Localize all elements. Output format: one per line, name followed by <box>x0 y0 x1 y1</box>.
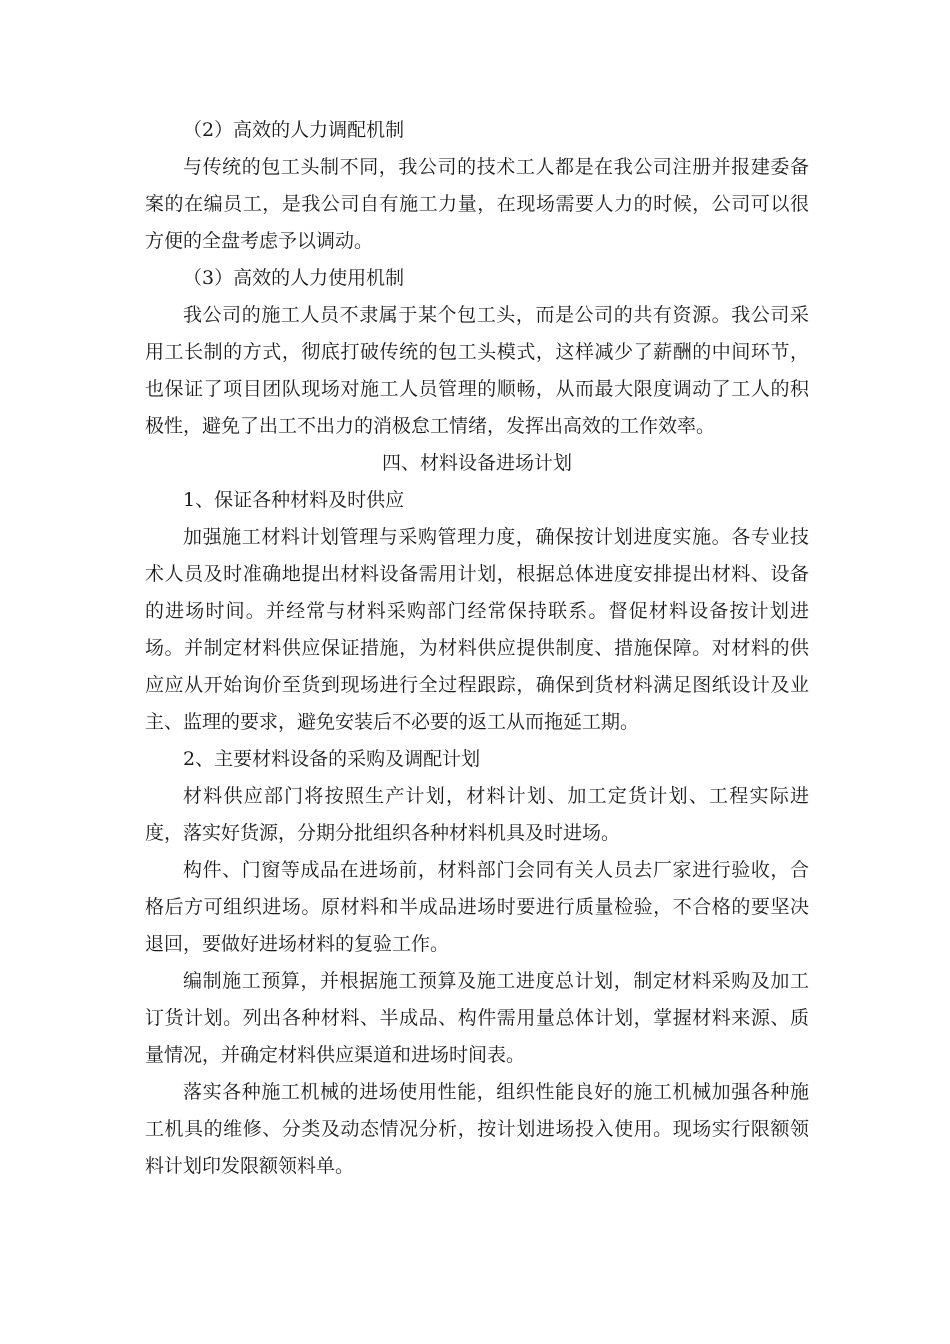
paragraph-procurement-2: 构件、门窗等成品在进场前，材料部门会同有关人员去厂家进行验收，合格后方可组织进场。原材料和半成品进场时要进行质量检验，不合格的要坚决退回，要做好进场材料的复验工作。 <box>145 859 809 955</box>
subheading-labor-use: （3）高效的人力使用机制 <box>183 267 405 289</box>
paragraph-procurement-1: 材料供应部门将按照生产计划，材料计划、加工定货计划、工程实际进度，落实好货源，分期分批组织各种材料机具及时进场。 <box>145 785 809 844</box>
subheading-supply: 1、保证各种材料及时供应 <box>183 489 405 511</box>
section-title-materials: 四、材料设备进场计划 <box>381 452 572 474</box>
paragraph-procurement-3: 编制施工预算，并根据施工预算及施工进度总计划，制定材料采购及加工订货计划。列出各种材料、半成品、构件需用量总体计划，掌握材料来源、质量情况，并确定材料供应渠道和进场时间表。 <box>145 970 809 1066</box>
document-body <box>145 112 809 1185</box>
paragraph-labor-dispatch: 与传统的包工头制不同，我公司的技术工人都是在我公司注册并报建委备案的在编员工，是我公司自有施工力量，在现场需要人力的时候，公司可以很方便的全盘考虑予以调动。 <box>145 156 809 252</box>
paragraph-procurement-4: 落实各种施工机械的进场使用性能，组织性能良好的施工机械加强各种施工机具的维修、分类及动态情况分析，按计划进场投入使用。现场实行限额领料计划印发限额领料单。 <box>145 1081 809 1177</box>
paragraph-labor-use: 我公司的施工人员不隶属于某个包工头，而是公司的共有资源。我公司采用工长制的方式，彻底打破传统的包工头模式，这样减少了薪酬的中间环节，也保证了项目团队现场对施工人员管理的顺畅，从而最大限度调动了工人的积极性，避免了出工不出力的消极怠工情绪，发挥出高效的工作效率。 <box>145 304 809 437</box>
subheading-procurement: 2、主要材料设备的采购及调配计划 <box>183 748 481 770</box>
subheading-labor-dispatch: （2）高效的人力调配机制 <box>183 119 405 141</box>
paragraph-supply: 加强施工材料计划管理与采购管理力度，确保按计划进度实施。各专业技术人员及时准确地提出材料设备需用计划，根据总体进度安排提出材料、设备的进场时间。并经常与材料采购部门经常保持联系。督促材料设备按计划进场。并制定材料供应保证措施，为材料供应提供制度、措施保障。对材料的供应应从开始询价至货到现场进行全过程跟踪，确保到货材料满足图纸设计及业主、监理的要求，避免安装后不必要的返工从而拖延工期。 <box>145 526 809 733</box>
